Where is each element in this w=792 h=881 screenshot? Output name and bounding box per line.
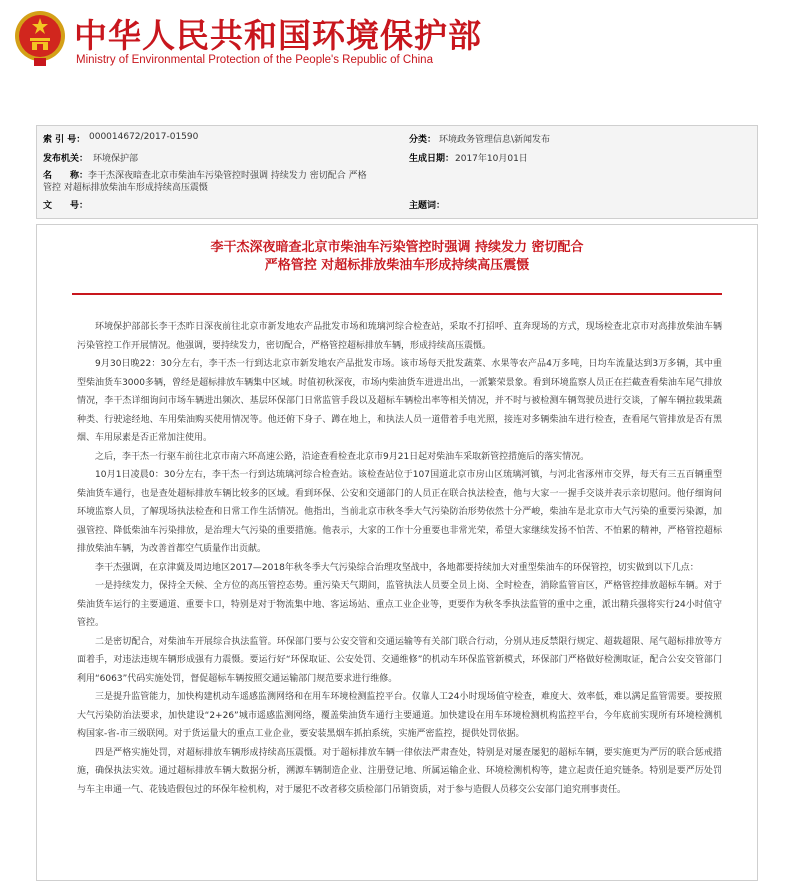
agency-value: 环境保护部 [93, 154, 139, 164]
metadata-table [36, 125, 758, 219]
docno-label: 文 号： [43, 201, 89, 211]
national-emblem-icon [14, 8, 66, 68]
index-label: 索 引 号： [43, 135, 86, 145]
date-value: 2017年10月01日 [455, 154, 528, 164]
article-panel [36, 224, 758, 881]
agency-label: 发布机关： [43, 154, 89, 164]
name-value: 李干杰深夜暗查北京市柴油车污染管控时强调 持续发力 密切配合 严格管控 对超标排放柴油车形成持续高压震慑 [43, 171, 367, 193]
article-paragraph: 二是密切配合，对柴油车开展综合执法监管。环保部门要与公安交管和交通运输等有关部门联合行动，分别从违反禁限行规定、超载超限、尾气超标排放等方面着手，对违法违规车辆形成强有力震慑。要运行好“环保取证、公安处罚、交通维修”的机动车环保监管新模式，环保部门严格做好检测取证，配合公安交管部门利用“6063”代码实施处罚，督促超标车辆按照交通运输部门规范要求进行维修。 [77, 636, 722, 684]
article-paragraph: 9月30日晚22：30分左右，李干杰一行到达北京市新发地农产品批发市场。该市场每天批发蔬菜、水果等农产品4万多吨，日均车流量达到3万多辆，其中重型柴油货车3000多辆，曾经是超标排放车辆集中区域。时值初秋深夜，市场内柴油货车进进出出，一派繁荣景象。看到环境监察人员正在拦截查看柴油车尾气排放情况，李干杰详细询问市场车辆进出频次、基层环保部门日常监管手段以及超标车辆检出率等相关情况，并不时与被检测车辆驾驶员进行交谈，了解车辆拉载果蔬种类、行驶途经地、车用柴油购买使用情况等。他还俯下身子、蹲在地上，和执法人员一道借着手电光照，接连对多辆柴油车进行检查，查看尾气管排放是否有黑烟、车用尿素是否正常加注使用。 [77, 359, 722, 443]
date-label: 生成日期： [409, 154, 455, 164]
article-paragraph: 李干杰强调，在京津冀及周边地区2017—2018年秋冬季大气污染综合治理攻坚战中，各地都要持续加大对重型柴油车的环保管控，切实做到以下几点： [95, 562, 699, 573]
article-paragraph: 10月1日凌晨0：30分左右，李干杰一行到达琉璃河综合检查站。该检查站位于107国道北京市房山区琉璃河镇，与河北省涿州市交界，每天有三五百辆重型柴油货车通行，也是查处超标排放车辆比较多的区域。看到环保、公安和交通部门的人员正在联合执法检查，他与大家一一握手交谈并表示亲切慰问。他仔细询问环境监察人员，了解现场执法检查和日常工作生活情况。他指出，当前北京市秋冬季大气污染防治形势依然十分严峻，柴油车是北京市大气污染的重要污染源，加强管控、降低柴油车污染排放，是治理大气污染的重要措施。他表示，大家的工作十分重要也非常光荣，希望大家继续发扬不怕苦、不怕累的精神，严格管控超标排放柴油车辆，为改善首都空气质量作出贡献。 [77, 470, 722, 554]
index-value: 000014672/2017-01590 [89, 132, 199, 142]
keywords-label: 主题词： [409, 201, 446, 211]
title-divider [72, 293, 722, 295]
name-label: 名 称： [43, 171, 89, 181]
article-paragraph: 三是提升监管能力，加快构建机动车遥感监测网络和在用车环境检测监控平台。仅靠人工24小时现场值守检查，难度大、效率低，难以满足监管需要。要按照大气污染防治法要求，加快建设“2+26”城市遥感监测网络，覆盖柴油货车通行主要通道。加快建设在用车环境检测机构监控平台，今年底前实现所有环境检测机构国家-省-市三级联网。对于货运量大的重点工业企业，要安装黑烟车抓拍系统，实施严密监控，提供处罚依据。 [77, 692, 722, 739]
article-paragraph: 环境保护部部长李干杰昨日深夜前往北京市新发地农产品批发市场和琉璃河综合检查站，采取不打招呼、直奔现场的方式，现场检查北京市对高排放柴油车辆污染管控工作开展情况。他强调，要持续发力，密切配合，严格管控超标排放车辆，形成持续高压震慑。 [77, 322, 722, 351]
site-header [0, 0, 792, 118]
article-title [77, 239, 717, 275]
article-title-line2: 严格管控 对超标排放柴油车形成持续高压震慑 [264, 258, 530, 273]
site-title-en: Ministry of Environmental Protection of the People's Republic of China [76, 54, 433, 66]
name-field [43, 170, 373, 194]
category-value: 环境政务管理信息\新闻发布 [439, 135, 551, 145]
article-paragraph: 四是严格实施处罚，对超标排放车辆形成持续高压震慑。对于超标排放车辆一律依法严肃查处，特别是对屡查屡犯的超标车辆，要实施更为严厉的联合惩戒措施，确保执法实效。通过超标排放车辆大数据分析，溯源车辆制造企业、注册登记地、所属运输企业、环境检测机构等，建立起责任追究链条。特别是要严厉处罚与车主串通一气、花钱造假包过的环保年检机构，对于屡犯不改者移交质检部门吊销资质，对于参与造假人员移交公安部门追究刑事责任。 [77, 747, 722, 795]
article-paragraph: 之后，李干杰一行驱车前往北京市南六环高速公路，沿途查看检查北京市9月21日起对柴油车采取新管控措施后的落实情况。 [95, 451, 590, 462]
article-body [77, 318, 722, 799]
article-paragraph: 一是持续发力，保持全天候、全方位的高压管控态势。重污染天气期间，监管执法人员要全员上岗、全时检查，消除监管盲区，严格管控排放超标车辆。对于柴油货车运行的主要通道、重要卡口，特别是对于物流集中地、客运场站、重点工业企业等，更要作为秋冬季执法监管的重中之重，派出精兵强将实行24小时值守管控。 [77, 581, 722, 628]
category-label: 分类： [409, 135, 437, 145]
article-title-line1: 李干杰深夜暗查北京市柴油车污染管控时强调 持续发力 密切配合 [210, 240, 584, 255]
site-title-cn: 中华人民共和国环境保护部 [74, 16, 482, 55]
